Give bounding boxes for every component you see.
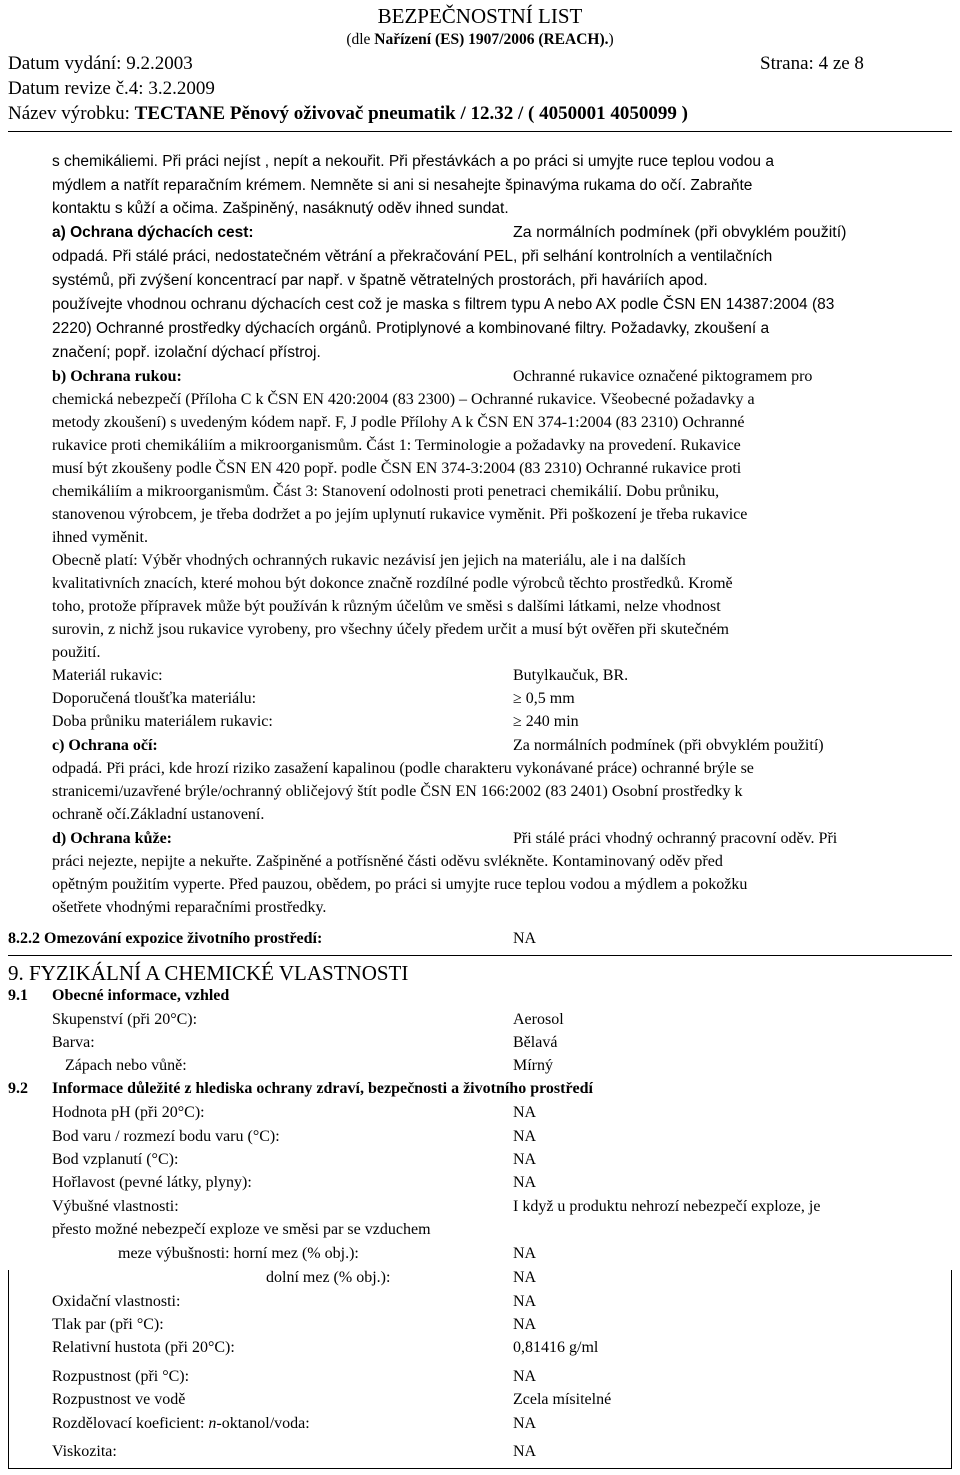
color-label: Barva: <box>52 1034 95 1051</box>
product-name: Název výrobku: TECTANE Pěnový oživovač pneumatik / 12.32 / ( 4050001 4050099 ) <box>8 103 688 124</box>
property-value: NA <box>513 1174 537 1191</box>
density-value: 0,81416 g/ml <box>513 1339 599 1356</box>
document-title: BEZPEČNOSTNÍ LIST <box>377 4 583 28</box>
respiratory-protection-label: a) Ochrana dýchacích cest: <box>52 224 254 241</box>
intro-line: kontaktu s kůží a očima. Zašpiněný, nasáknutý oděv ihned sundat. <box>52 200 509 217</box>
glove-thickness-value: ≥ 0,5 mm <box>513 690 575 707</box>
viscosity-label: Viskozita: <box>52 1443 117 1460</box>
hands-line: chemikáliím a mikroorganismům. Část 3: Stanovení odolnosti proti penetraci chemikálií. Dobu průniku, <box>52 483 720 500</box>
property-value: NA <box>513 1151 537 1168</box>
skin-line: opětným použitím vyperte. Před pauzou, obědem, po práci si umyjte ruce teplou vodou a mýdlem a pokožku <box>52 876 748 893</box>
odor-value: Mírný <box>513 1057 553 1074</box>
property-label: Bod varu / rozmezí bodu varu (°C): <box>52 1128 280 1145</box>
environmental-exposure-label: 8.2.2 Omezování expozice životního prostředí: <box>8 930 323 947</box>
lower-limit-label: dolní mez (% obj.): <box>266 1269 391 1286</box>
skin-line: práci nejezte, nepijte a nekuřte. Zašpiněné a potřísněné části oděvu svlékněte. Kontaminovaný oděv před <box>52 853 723 870</box>
lower-limit-value: NA <box>513 1269 537 1286</box>
hands-line: použití. <box>52 644 101 661</box>
odor-label: Zápach nebo vůně: <box>65 1057 187 1074</box>
section-9-heading: 9. FYZIKÁLNÍ A CHEMICKÉ VLASTNOSTI <box>8 961 409 985</box>
respiratory-line: systémů, při zvýšení koncentrací par např. v špatně větratelných prostorách, při haváriích apod. <box>52 272 708 289</box>
upper-limit-value: NA <box>513 1245 537 1262</box>
property-value: NA <box>513 1293 537 1310</box>
property-label: Tlak par (při °C): <box>52 1316 164 1333</box>
water-solubility-value: Zcela mísitelné <box>513 1391 612 1408</box>
property-label: Oxidační vlastnosti: <box>52 1293 181 1310</box>
property-value: NA <box>513 1128 537 1145</box>
property-label: Bod vzplanutí (°C): <box>52 1151 179 1168</box>
respiratory-line: používejte vhodnou ochranu dýchacích cest což je maska s filtrem typu A nebo AX podle ČSN EN 14387:2004 (83 <box>52 296 835 313</box>
issue-date: Datum vydání: 9.2.2003 <box>8 53 193 74</box>
explosive-continuation: přesto možné nebezpečí exploze ve směsi par se vzduchem <box>52 1221 431 1238</box>
page-number: Strana: 4 ze 8 <box>760 53 864 74</box>
skin-protection-value: Při stálé práci vhodný ochranný pracovní oděv. Při <box>513 830 838 847</box>
hand-protection-value: Ochranné rukavice označené piktogramem pro <box>513 368 813 385</box>
skin-line: ošetřete vhodnými reparačními prostředky. <box>52 899 327 916</box>
hands-line: chemická nebezpečí (Příloha C k ČSN EN 420:2004 (83 2300) – Ochranné rukavice. Všeobecné požadavky a <box>52 391 755 408</box>
revision-date: Datum revize č.4: 3.2.2009 <box>8 78 215 99</box>
glove-material-label: Materiál rukavic: <box>52 667 163 684</box>
hands-line: kvalitativních znacích, které mohou být dokonce značně rozdílné podle výrobců těchto prostředků. Kromě <box>52 575 733 592</box>
page-frame <box>8 1270 952 1469</box>
glove-breakthrough-value: ≥ 240 min <box>513 713 579 730</box>
hands-line: rukavice proti chemikáliím a mikroorganismům. Část 1: Terminologie a požadavky na provedení. Rukavice <box>52 437 741 454</box>
viscosity-value: NA <box>513 1443 537 1460</box>
hands-line: ihned vyměnit. <box>52 529 148 546</box>
property-label: Rozpustnost ve vodě <box>52 1391 186 1408</box>
state-label: Skupenství (při 20°C): <box>52 1011 198 1028</box>
property-value: NA <box>513 1104 537 1121</box>
color-value: Bělavá <box>513 1034 558 1051</box>
eyes-line: ochraně očí.Základní ustanovení. <box>52 806 265 823</box>
property-value: NA <box>513 1368 537 1385</box>
eye-protection-label: c) Ochrana očí: <box>52 737 158 754</box>
respiratory-protection-value: Za normálních podmínek (při obvyklém použití) <box>513 224 847 241</box>
header-divider <box>8 131 952 132</box>
section-divider <box>8 955 952 956</box>
explosive-value: I když u produktu nehrozí nebezpečí exploze, je <box>513 1198 821 1215</box>
glove-material-value: Butylkaučuk, BR. <box>513 667 629 684</box>
state-value: Aerosol <box>513 1011 564 1028</box>
section-9-1-title: Obecné informace, vzhled <box>52 987 230 1004</box>
section-9-2-title: Informace důležité z hlediska ochrany zdraví, bezpečnosti a životního prostředí <box>52 1080 593 1097</box>
section-9-2-number: 9.2 <box>8 1080 28 1097</box>
property-label: Hodnota pH (při 20°C): <box>52 1104 205 1121</box>
intro-line: s chemikáliemi. Při práci nejíst , nepít a nekouřit. Při přestávkách a po práci si umyjte ruce teplou vodou a <box>52 153 774 170</box>
hands-line: surovin, z nichž jsou rukavice vyrobeny, pro všechny účely předem určit a musí být ověřen při skutečném <box>52 621 729 638</box>
hand-protection-label: b) Ochrana rukou: <box>52 368 182 385</box>
upper-limit-label: meze výbušnosti: horní mez (% obj.): <box>118 1245 359 1262</box>
hands-line: stanovenou výrobcem, je třeba dodržet a po jejím uplynutí rukavice vyměnit. Při poškození je třeba rukavice <box>52 506 748 523</box>
hands-line: musí být zkoušeny podle ČSN EN 420 popř. podle ČSN EN 374-3:2004 (83 2310) Ochranné rukavice proti <box>52 460 742 477</box>
intro-line: mýdlem a natřít reparačním krémem. Nemněte si ani si nesahejte špinavýma rukama do očí. Zabraňte <box>52 177 753 194</box>
hands-line: toho, protože přípravek může být používán k různým účelům ve směsi s dalšími látkami, nelze vhodnost <box>52 598 721 615</box>
hands-line: metody zkoušení) s uvedeným kódem např. F, J podle Přílohy A k ČSN EN 374-1:2004 (83 2310) Ochranné <box>52 414 745 431</box>
eyes-line: odpadá. Při práci, kde hrozí riziko zasažení kapalinou (podle charakteru vykonávané práce) ochranné brýle se <box>52 760 754 777</box>
environmental-exposure-value: NA <box>513 930 537 947</box>
property-label: Relativní hustota (při 20°C): <box>52 1339 235 1356</box>
explosive-label: Výbušné vlastnosti: <box>52 1198 179 1215</box>
property-label: Rozpustnost (při °C): <box>52 1368 190 1385</box>
property-label: Hořlavost (pevné látky, plyny): <box>52 1174 252 1191</box>
respiratory-line: značení; popř. izolační dýchací přístroj. <box>52 344 321 361</box>
partition-coefficient-value: NA <box>513 1415 537 1432</box>
section-9-1-number: 9.1 <box>8 987 28 1004</box>
glove-thickness-label: Doporučená tloušťka materiálu: <box>52 690 257 707</box>
hands-line: Obecně platí: Výběr vhodných ochranných rukavic nezávisí jen jejich na materiálu, ale i na dalších <box>52 552 686 569</box>
property-value: NA <box>513 1316 537 1333</box>
skin-protection-label: d) Ochrana kůže: <box>52 830 172 847</box>
respiratory-line: 2220) Ochranné prostředky dýchacích orgánů. Protiplynové a kombinované filtry. Požadavky, zkoušení a <box>52 320 770 337</box>
partition-coefficient-label: Rozdělovací koeficient: n-oktanol/voda: <box>52 1415 310 1432</box>
eyes-line: stranicemi/uzavřené brýle/ochranný obličejový štít podle ČSN EN 166:2002 (83 2401) Osobní prostředky k <box>52 783 743 800</box>
eye-protection-value: Za normálních podmínek (při obvyklém použití) <box>513 737 824 754</box>
regulation-subtitle: (dle Nařízení (ES) 1907/2006 (REACH).) <box>346 31 614 48</box>
respiratory-line: odpadá. Při stálé práci, nedostatečném větrání a překračování PEL, při selhání kontrolních a ventilačních <box>52 248 773 265</box>
glove-breakthrough-label: Doba průniku materiálem rukavic: <box>52 713 273 730</box>
